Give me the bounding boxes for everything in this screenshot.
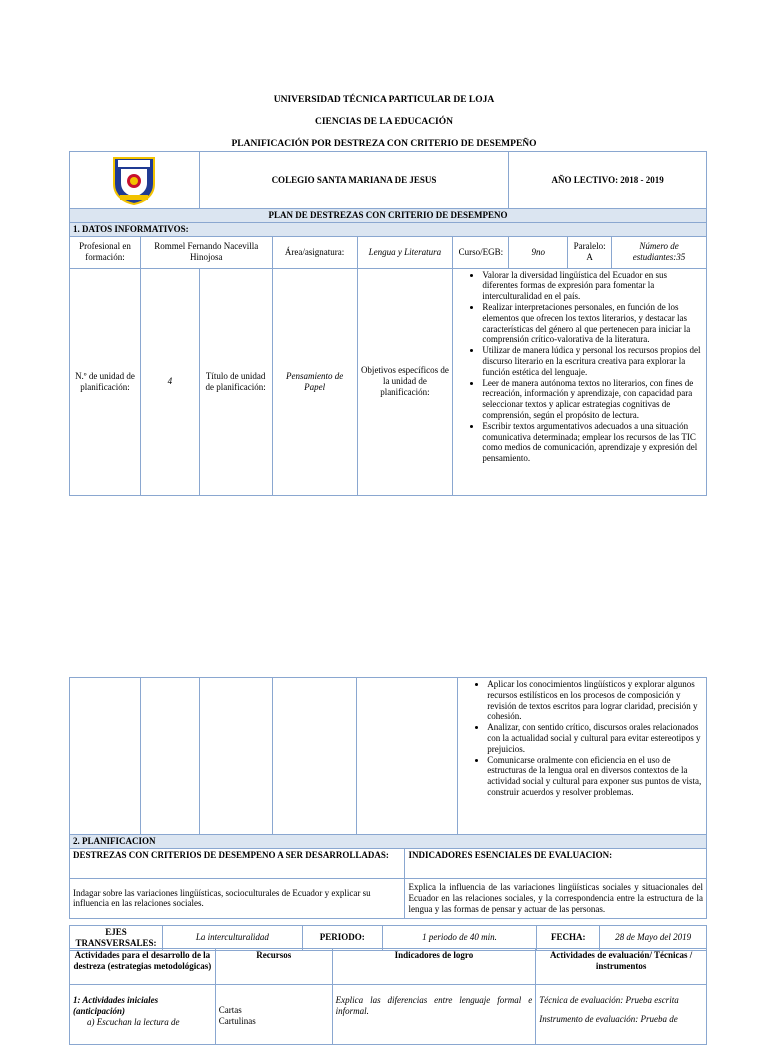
objetivo-item: • Aplicar los conocimientos lingüísticos y explorar algunos recursos estilísticos en los procesos de composición y revisión de textos escritos para lograr claridad, precisión y cohesión.	[487, 679, 703, 722]
periodo-label: PERIODO:	[302, 926, 382, 951]
objetivo-item: • Realizar interpretaciones personales, en función de los elementos que ofrecen los textos literarios, y destacar las características del género al que pertenecen para iniciar la comprensión crítico-valorativa de la literatura.	[482, 302, 703, 345]
objetivos-label: Objetivos específicos de la unidad de planificación:	[357, 268, 453, 495]
objetivo-item: • Escribir textos argumentativos adecuados a una situación comunicativa determinada; emplear los recursos de las TIC como medios de comunicación, aprendizaje y expresión del pensamiento.	[482, 421, 703, 464]
objetivo-item: • Valorar la diversidad lingüística del Ecuador en sus diferentes formas de expresión para fomentar la interculturalidad en el país.	[482, 270, 703, 302]
objetivo-item: • Utilizar de manera lúdica y personal los recursos propios del discurso literario en la escritura creativa para explorar la función estética del lenguaje.	[482, 345, 703, 377]
unit-continuation-table	[69, 677, 707, 835]
curso-label: Curso/EGB:	[453, 236, 509, 268]
activity-title: 1: Actividades iniciales (anticipación)	[73, 995, 159, 1016]
objetivo-item: • Leer de manera autónoma textos no literarios, con fines de recreación, información y aprendizaje, con capacidad para seleccionar textos y aplicar estrategias cognitivas de comprensión, según el propósito de lectura.	[482, 378, 703, 421]
activities-table	[69, 948, 707, 1045]
empty-cell	[357, 678, 458, 835]
titulo-value: Pensamiento de Papel	[272, 268, 357, 495]
objetivo-item: • Analizar, con sentido crítico, discursos orales relacionados con la actualidad social y cultural para evitar estereotipos y prejuicios.	[487, 722, 703, 754]
instrumento-text: Instrumento de evaluación: Prueba de	[539, 1013, 678, 1024]
fecha-value: 28 de Mayo del 2019	[600, 926, 707, 951]
indicador-text: Explica la influencia de las variaciones lingüísticas sociales y situacionales del Ecuador en las relaciones sociales, y la correspondencia entre la estructura de la lengua y las formas de pensar y actuar de las personas.	[405, 878, 707, 918]
section-datos-informativos: 1. DATOS INFORMATIVOS:	[70, 222, 707, 236]
fecha-label: FECHA:	[537, 926, 600, 951]
section-planificacion: 2. PLANIFICACION	[70, 835, 707, 849]
objetivo-item: • Comunicarse oralmente con eficiencia en el uso de estructuras de la lengua oral en diversos contextos de la actividad social y cultural para exponer sus puntos de vista, construir acuerdos y resolver problemas.	[487, 755, 703, 798]
estudiantes-value: Número de estudiantes:35	[612, 236, 707, 268]
plan-title: PLAN DE DESTREZAS CON CRITERIO DE DESEMPENO	[70, 209, 707, 223]
col-evaluacion: Actividades de evaluación/ Técnicas / instrumentos	[536, 949, 707, 985]
ejes-label: EJES TRANSVERSALES:	[70, 926, 163, 951]
school-logo	[70, 152, 200, 209]
ejes-table	[69, 925, 707, 951]
empty-cell	[140, 678, 199, 835]
recursos-cell	[215, 985, 332, 1045]
col-recursos: Recursos	[215, 949, 332, 985]
activity-item: a) Escuchan la lectura de	[87, 1016, 180, 1027]
indicadores-header: INDICADORES ESENCIALES DE EVALUACION:	[405, 848, 707, 878]
curso-value: 9no	[509, 236, 568, 268]
document-title: PLANIFICACIÓN POR DESTREZA CON CRITERIO DE DESEMPEÑO	[231, 139, 537, 149]
university-title: UNIVERSIDAD TÉCNICA PARTICULAR DE LOJA	[273, 95, 495, 105]
school-name: COLEGIO SANTA MARIANA DE JESUS	[199, 152, 509, 209]
area-label: Área/asignatura:	[272, 236, 357, 268]
planning-table	[69, 834, 707, 919]
empty-cell	[70, 678, 141, 835]
titulo-label: Título de unidad de planificación:	[199, 268, 272, 495]
info-table	[69, 151, 707, 496]
ejes-value: La interculturalidad	[162, 926, 302, 951]
periodo-value: 1 periodo de 40 min.	[382, 926, 537, 951]
unidad-label: N.º de unidad de planificación:	[70, 268, 141, 495]
school-year: AÑO LECTIVO: 2018 - 2019	[509, 152, 707, 209]
destreza-text: Indagar sobre las variaciones lingüísticas, socioculturales de Ecuador y explicar su influencia en las relaciones sociales.	[70, 878, 405, 918]
faculty-title: CIENCIAS DE LA EDUCACIÓN	[314, 117, 454, 127]
recurso-item: Cartulinas	[218, 1015, 256, 1026]
empty-cell	[199, 678, 272, 835]
col-indicadores: Indicadores de logro	[332, 949, 536, 985]
school-crest-icon	[108, 154, 160, 206]
area-value: Lengua y Literatura	[357, 236, 453, 268]
unidad-value: 4	[140, 268, 199, 495]
paralelo-label: Paralelo: A	[568, 236, 612, 268]
destrezas-header: DESTREZAS CON CRITERIOS DE DESEMPENO A SER DESARROLLADAS:	[70, 848, 405, 878]
logro-text: Explica las diferencias entre lenguaje formal e informal.	[332, 985, 536, 1045]
activity-cell	[70, 985, 216, 1045]
col-actividades: Actividades para el desarrollo de la destreza (estrategias metodológicas)	[70, 949, 216, 985]
tecnica-text: Técnica de evaluación: Prueba escrita	[539, 995, 679, 1005]
recurso-item: Cartas	[218, 1005, 242, 1015]
profesional-value: Rommel Fernando Nacevilla Hinojosa	[140, 236, 272, 268]
evaluacion-cell	[536, 985, 707, 1045]
profesional-label: Profesional en formación:	[70, 236, 141, 268]
objetivos-list	[453, 268, 707, 495]
empty-cell	[272, 678, 357, 835]
objetivos-continuation	[458, 678, 707, 835]
